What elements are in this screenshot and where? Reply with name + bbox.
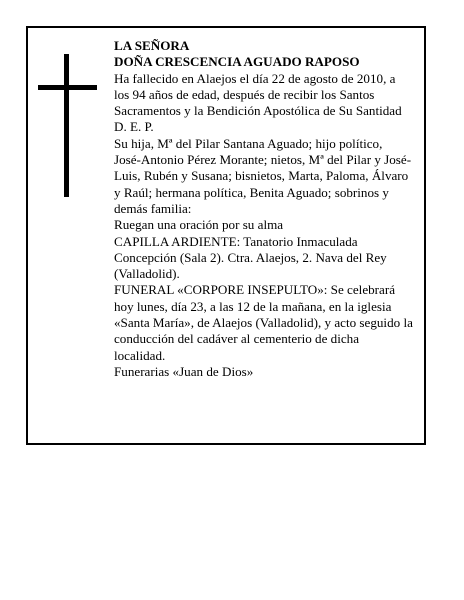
- notice-line: Funerarias «Juan de Dios»: [114, 363, 254, 379]
- deceased-name: DOÑA CRESCENCIA AGUADO RAPOSO: [114, 54, 360, 70]
- notice-line: hoy lunes, día 23, a las 12 de la mañana, en la iglesia: [114, 298, 392, 314]
- notice-line: Luis, Rubén y Susana; bisnietos, Marta, Paloma, Álvaro: [114, 168, 409, 184]
- cross-vertical-bar: [64, 54, 69, 197]
- notice-line: y Raúl; hermana política, Benita Aguado; sobrinos y: [114, 184, 389, 200]
- notice-line: Sacramentos y la Bendición Apostólica de Su Santidad: [114, 103, 402, 119]
- notice-line: Ha fallecido en Alaejos el día 22 de agosto de 2010, a: [114, 70, 396, 86]
- notice-line: (Valladolid).: [114, 266, 180, 282]
- notice-line: demás familia:: [114, 200, 192, 216]
- obituary-text: [114, 38, 424, 380]
- notice-line: conducción del cadáver al cementerio de dicha: [114, 331, 360, 347]
- notice-line: Su hija, Mª del Pilar Santana Aguado; hijo político,: [114, 135, 383, 151]
- notice-line: «Santa María», de Alaejos (Valladolid), y acto seguido la: [114, 315, 413, 331]
- notice-line: José-Antonio Pérez Morante; nietos, Mª del Pilar y José-: [114, 152, 412, 168]
- notice-line: localidad.: [114, 347, 166, 363]
- notice-line: CAPILLA ARDIENTE: Tanatorio Inmaculada: [114, 233, 358, 249]
- notice-heading: LA SEÑORA: [114, 38, 190, 53]
- notice-line: FUNERAL «CORPORE INSEPULTO»: Se celebrará: [114, 282, 396, 298]
- notice-line: D. E. P.: [114, 119, 154, 135]
- cross-horizontal-bar: [38, 85, 97, 90]
- notice-line: Concepción (Sala 2). Ctra. Alaejos, 2. Nava del Rey: [114, 249, 387, 265]
- notice-line: Ruegan una oración por su alma: [114, 217, 284, 233]
- notice-line: los 94 años de edad, después de recibir los Santos: [114, 86, 375, 102]
